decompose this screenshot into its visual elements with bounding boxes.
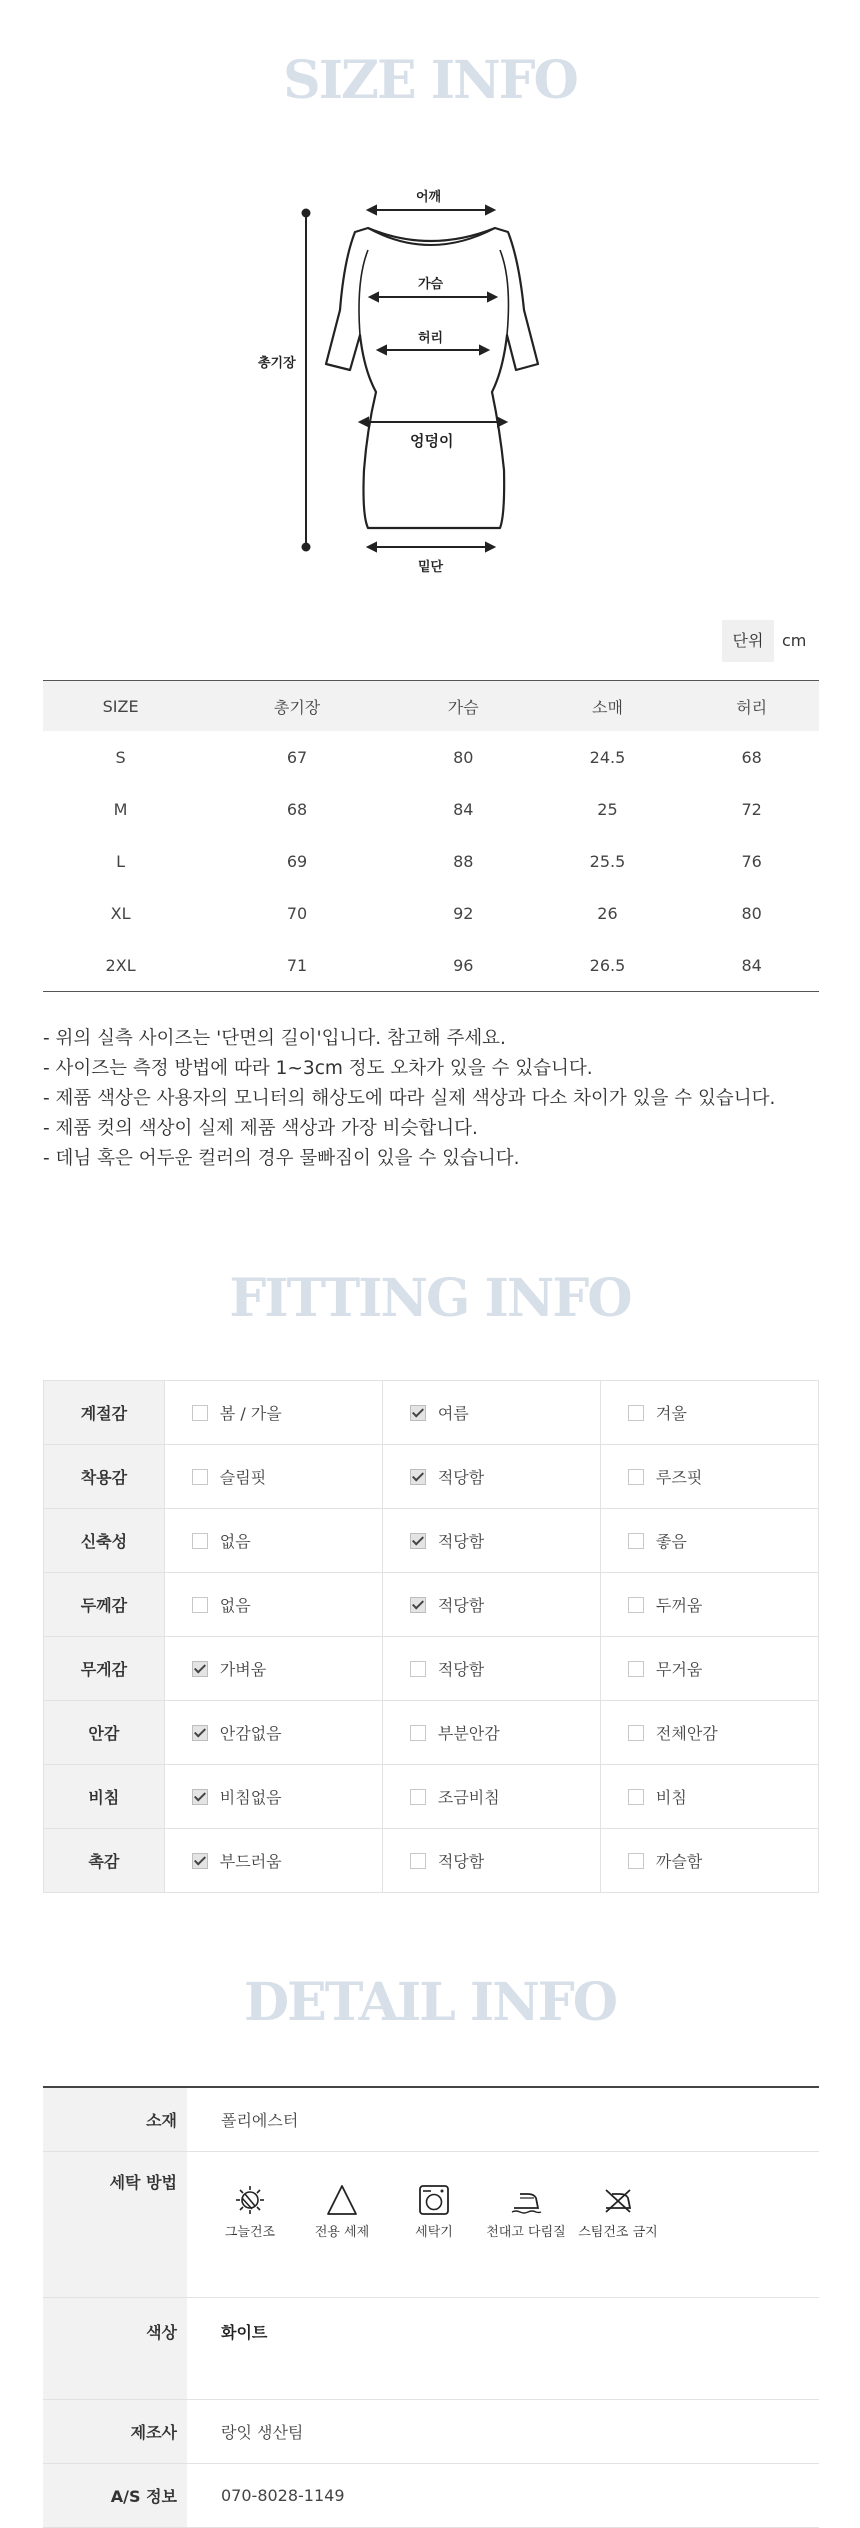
wash-item-label: 세탁기 — [415, 2225, 453, 2240]
checked-checkbox-icon — [192, 1789, 208, 1805]
note-line: - 위의 실측 사이즈는 '단면의 길이'입니다. 참고해 주세요. — [43, 1028, 506, 1049]
size-cell: 69 — [286, 851, 308, 871]
fitting-label: 신축성 — [44, 1509, 165, 1573]
fitting-option — [600, 1509, 818, 1573]
size-cell: 88 — [453, 851, 474, 871]
wash-row — [43, 2152, 819, 2298]
fitting-option-label: 겨울 — [655, 1404, 687, 1423]
size-cell: M — [113, 799, 128, 819]
checkbox-icon — [628, 1405, 644, 1421]
fitting-option — [382, 1445, 600, 1509]
fitting-row — [44, 1637, 819, 1701]
wash-item-label: 전용 세제 — [314, 2225, 370, 2240]
fitting-option — [164, 1509, 382, 1573]
size-col-header: 소매 — [531, 681, 685, 732]
total-length-arrow — [303, 210, 310, 551]
fitting-option-label: 두꺼움 — [655, 1596, 703, 1615]
fitting-option — [600, 1829, 818, 1893]
fitting-option — [164, 1701, 382, 1765]
fitting-option — [382, 1573, 600, 1637]
fitting-option-label: 비침없음 — [219, 1788, 282, 1807]
fitting-option-label: 안감없음 — [219, 1724, 282, 1743]
fitting-option — [382, 1509, 600, 1573]
fitting-option — [600, 1637, 818, 1701]
checked-checkbox-icon — [192, 1853, 208, 1869]
fitting-label: 두께감 — [44, 1573, 165, 1637]
note-line: - 데님 혹은 어두운 컬러의 경우 물빠짐이 있을 수 있습니다. — [43, 1148, 520, 1169]
fitting-option-label: 적당함 — [437, 1532, 485, 1551]
unit-label: 단위 — [722, 620, 774, 662]
wash-label: 세탁 방법 — [43, 2152, 187, 2298]
detail-info-title: DETAIL INFO — [244, 1972, 616, 2033]
maker-value: 랑잇 생산팀 — [187, 2400, 819, 2464]
size-cell: 68 — [741, 747, 762, 767]
maker-row — [43, 2400, 819, 2464]
wash-item-label: 천대고 다림질 — [486, 2225, 566, 2240]
material-label: 소재 — [43, 2087, 187, 2152]
size-cell: S — [115, 747, 126, 767]
unit-value: cm — [782, 631, 807, 650]
washing-machine-icon — [414, 2182, 454, 2218]
notes — [43, 1024, 833, 1174]
checked-checkbox-icon — [410, 1533, 426, 1549]
size-cell: 72 — [741, 799, 762, 819]
waist-label: 허리 — [418, 331, 444, 346]
size-cell: 84 — [684, 939, 819, 992]
fitting-option-label: 슬림핏 — [219, 1468, 267, 1487]
fitting-label: 비침 — [44, 1765, 165, 1829]
size-cell: 25 — [597, 799, 618, 819]
size-cell: 70 — [286, 903, 308, 923]
fitting-row — [44, 1381, 819, 1445]
fitting-row — [44, 1765, 819, 1829]
fitting-option-label: 적당함 — [437, 1852, 485, 1871]
fitting-option — [164, 1573, 382, 1637]
size-col-header: SIZE — [43, 681, 198, 732]
iron-with-cloth-icon — [506, 2182, 546, 2218]
size-table — [43, 680, 819, 992]
size-col-header: 가슴 — [396, 681, 531, 732]
fitting-table — [43, 1380, 819, 1893]
fitting-label: 안감 — [44, 1701, 165, 1765]
size-row — [43, 887, 819, 939]
fitting-option-label: 적당함 — [437, 1660, 485, 1679]
size-cell: 71 — [198, 939, 396, 992]
shade-dry-icon — [230, 2182, 270, 2218]
size-row — [43, 835, 819, 887]
checked-checkbox-icon — [192, 1725, 208, 1741]
size-row — [43, 783, 819, 835]
note-line: - 제품 색상은 사용자의 모니터의 해상도에 따라 실제 색상과 다소 차이가 있을 수 있습니다. — [43, 1088, 776, 1109]
wash-item — [388, 2182, 480, 2242]
as-label: A/S 정보 — [43, 2464, 187, 2528]
fitting-option-label: 전체안감 — [655, 1724, 718, 1743]
fitting-option — [164, 1829, 382, 1893]
checkbox-icon — [628, 1469, 644, 1485]
fitting-row — [44, 1573, 819, 1637]
checkbox-icon — [628, 1597, 644, 1613]
total-length-label: 총기장 — [258, 356, 296, 371]
checked-checkbox-icon — [410, 1597, 426, 1613]
fitting-option — [164, 1637, 382, 1701]
size-col-header: 허리 — [684, 681, 819, 732]
fitting-option — [164, 1445, 382, 1509]
size-cell: 80 — [453, 747, 474, 767]
checkbox-icon — [192, 1405, 208, 1421]
size-row — [43, 731, 819, 783]
size-cell: 25.5 — [589, 851, 626, 871]
wash-icons — [188, 2182, 818, 2242]
checkbox-icon — [410, 1725, 426, 1741]
checkbox-icon — [192, 1533, 208, 1549]
fitting-option — [164, 1381, 382, 1445]
wash-item — [296, 2182, 388, 2242]
fitting-label: 착용감 — [44, 1445, 165, 1509]
size-info-title: SIZE INFO — [283, 50, 577, 111]
size-cell: 80 — [741, 903, 762, 923]
color-label: 색상 — [43, 2298, 187, 2400]
fitting-option-label: 무거움 — [655, 1660, 703, 1679]
size-cell: 26.5 — [531, 939, 685, 992]
fitting-option — [600, 1701, 818, 1765]
hip-label: 엉덩이 — [410, 432, 454, 450]
checkbox-icon — [410, 1853, 426, 1869]
checkbox-icon — [628, 1661, 644, 1677]
detail-table — [43, 2086, 819, 2528]
fitting-option — [164, 1765, 382, 1829]
color-row — [43, 2298, 819, 2400]
checkbox-icon — [628, 1789, 644, 1805]
fitting-info-title: FITTING INFO — [229, 1268, 631, 1329]
fitting-option-label: 비침 — [655, 1788, 687, 1807]
size-diagram — [0, 170, 860, 600]
size-cell: L — [116, 851, 126, 871]
size-cell: 24.5 — [589, 747, 626, 767]
checkbox-icon — [192, 1469, 208, 1485]
size-cell: 96 — [396, 939, 531, 992]
wash-item-label: 그늘건조 — [224, 2225, 276, 2240]
material-row — [43, 2087, 819, 2152]
checkbox-icon — [628, 1725, 644, 1741]
fitting-row — [44, 1829, 819, 1893]
fitting-option-label: 좋음 — [655, 1532, 687, 1551]
fitting-option-label: 봄 / 가을 — [219, 1404, 282, 1423]
wash-item — [572, 2182, 664, 2242]
fitting-row — [44, 1445, 819, 1509]
size-table-header — [43, 681, 819, 732]
hem-label: 밑단 — [418, 560, 444, 575]
fitting-row — [44, 1509, 819, 1573]
fitting-option — [382, 1381, 600, 1445]
size-cell: 2XL — [43, 939, 198, 992]
maker-label: 제조사 — [43, 2400, 187, 2464]
size-row — [43, 939, 819, 992]
wash-item — [204, 2182, 296, 2242]
size-col-header: 총기장 — [198, 681, 396, 732]
material-value: 폴리에스터 — [187, 2087, 819, 2152]
fitting-option-label: 루즈핏 — [655, 1468, 703, 1487]
as-row — [43, 2464, 819, 2528]
fitting-option-label: 없음 — [219, 1596, 251, 1615]
fitting-option — [382, 1765, 600, 1829]
fitting-option-label: 적당함 — [437, 1596, 485, 1615]
fitting-option-label: 여름 — [437, 1404, 469, 1423]
size-cell: 68 — [286, 799, 308, 819]
size-cell: XL — [110, 903, 131, 923]
as-value: 070-8028-1149 — [187, 2464, 819, 2528]
fitting-row — [44, 1701, 819, 1765]
fitting-option — [382, 1701, 600, 1765]
fitting-label: 촉감 — [44, 1829, 165, 1893]
note-line: - 제품 컷의 색상이 실제 제품 색상과 가장 비슷합니다. — [43, 1118, 478, 1139]
checkbox-icon — [628, 1853, 644, 1869]
checkbox-icon — [628, 1533, 644, 1549]
size-cell: 92 — [453, 903, 474, 923]
note-line: - 사이즈는 측정 방법에 따라 1~3cm 정도 오차가 있을 수 있습니다. — [43, 1058, 593, 1079]
fitting-option-label: 적당함 — [437, 1468, 485, 1487]
fitting-option-label: 부분안감 — [437, 1724, 500, 1743]
wash-item-label: 스팀건조 금지 — [578, 2225, 658, 2240]
hand-wash-icon — [322, 2182, 362, 2218]
no-steam-dry-icon — [598, 2182, 638, 2218]
shoulder-label: 어깨 — [416, 190, 442, 205]
fitting-option — [600, 1573, 818, 1637]
checkbox-icon — [410, 1661, 426, 1677]
fitting-option — [600, 1445, 818, 1509]
fitting-option-label: 조금비침 — [437, 1788, 500, 1807]
fitting-option — [600, 1765, 818, 1829]
checkbox-icon — [410, 1789, 426, 1805]
fitting-option — [600, 1381, 818, 1445]
checked-checkbox-icon — [192, 1661, 208, 1677]
fitting-label: 무게감 — [44, 1637, 165, 1701]
size-cell: 76 — [741, 851, 762, 871]
fitting-label: 계절감 — [44, 1381, 165, 1445]
size-cell: 67 — [286, 747, 308, 767]
chest-label: 가슴 — [418, 277, 444, 292]
checked-checkbox-icon — [410, 1405, 426, 1421]
checked-checkbox-icon — [410, 1469, 426, 1485]
fitting-option — [382, 1637, 600, 1701]
fitting-option-label: 까슬함 — [655, 1852, 703, 1871]
checkbox-icon — [192, 1597, 208, 1613]
fitting-option-label: 부드러움 — [219, 1852, 282, 1871]
color-value: 화이트 — [187, 2298, 819, 2400]
wash-item — [480, 2182, 572, 2242]
fitting-option-label: 가벼움 — [219, 1660, 267, 1679]
fitting-option — [382, 1829, 600, 1893]
fitting-option-label: 없음 — [219, 1532, 251, 1551]
size-cell: 26 — [597, 903, 618, 923]
size-cell: 84 — [453, 799, 474, 819]
